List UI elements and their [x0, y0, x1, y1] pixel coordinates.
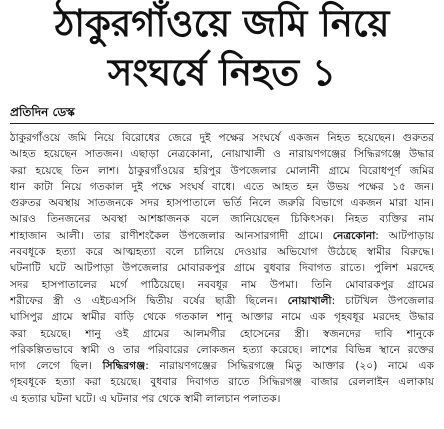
body-line: গৃহবধূকে হত্যা করা হয়েছে। বুধবার দিবাগত রাতে সিদ্ধিরগঞ্জ বাজার রেললাইন এলাকায়: [10, 376, 434, 389]
body-line: পরিকল্পিতভাবে স্বামী ও তার পরিবারের লোকজন হত্যা করেছে। লাশের বিভিন্ন স্থানে রক্তের: [10, 343, 434, 356]
body-line: ঘাসিপুর গ্রামে স্বামীর বাড়ি থেকে গতকাল শানু আক্তার নামে এক গৃহবধূর মরদেহ উদ্ধার: [10, 311, 434, 324]
headline-line-1: ঠাকুরগাঁওয়ে জমি নিয়ে: [54, 2, 390, 45]
body-line: ধান কাটা নিয়ে গতকাল দুই পক্ষে সংঘর্ষ বাধে। এতে আহত হন উভয় পক্ষের ১৫ জন।: [10, 180, 434, 193]
body-line: সদর হাসপাতালের মর্গে পাঠিয়েছে। নববধূর নাম উপমা। তিনি মোবারকপুর গ্রামের: [10, 278, 434, 291]
body-line: ঘটনাটি ঘটে আটপাড়া উপজেলার মোবারকপুর গ্রামে বুধবার দিবাগত রাতে। পুলিশ মরদেহ: [10, 262, 434, 275]
body-text-run: শরীফের স্ত্রী ও এইচএসসি দ্বিতীয় বর্ষের ছাত্রী ছিলেন।: [10, 294, 288, 307]
body-line: নববধূকে হত্যা করে আত্মহত্যা বলে চালিয়ে দেওয়ার অভিযোগ উঠেছে স্বামীর বিরুদ্ধে।: [10, 246, 434, 259]
body-line: আরও তিনজনের অবস্থা আশঙ্কাজনক বলে জানিয়েছেন চিকিৎসক। নিহত ব্যক্তির নাম: [10, 213, 434, 226]
headline-line-2: সংঘর্ষে নিহত ১: [107, 51, 337, 94]
body-line: গুরুতর অবস্থায় সাতজনকে সদর হাসপাতালে ভর্তি নিলে জরুরি বিভাগে একজন মারা যান।: [10, 197, 434, 210]
dateline-siddhirganj: সিদ্ধিরগঞ্জ: [102, 360, 146, 373]
article-body: [10, 130, 434, 407]
body-line: ঠাকুরগাঁওয়ে জমি নিয়ে বিরোধের জেরে দুই পক্ষের সংঘর্ষে একজন নিহত হয়েছেন। গুরুতর: [10, 132, 434, 144]
body-line: করা হয়েছে। শানু ওই গ্রামের আলমগীর হোসেনের স্ত্রী। স্বজনদের দাবি শানুকে: [10, 327, 434, 340]
body-text-run: : আটপাড়ায়: [375, 229, 434, 242]
body-line: [10, 358, 434, 374]
byline: প্রতিদিন ডেস্ক: [10, 105, 75, 119]
dateline-noakhali: নোয়াখালী: [287, 294, 332, 307]
body-line: করা হয়েছে তিন লাশ। ঠাকুরগাঁওয়ের হরিপুর উপজেলার মোলানী গ্রামে বিরোধপূর্ণ জমির: [10, 164, 434, 177]
body-line: আহত হয়েছেন সাতজন। এছাড়া নেত্রকোনা, নোয়াখালী ও নারায়ণগঞ্জের সিদ্ধিরগঞ্জে উদ্ধার: [10, 148, 434, 161]
body-text-run: শাহাজান আলী। তার রাণীশংকৈল উপজেলার আনসারগাদী গ্রামে।: [10, 229, 333, 242]
body-text-run: দাগ লেগে ছিল।: [10, 360, 103, 373]
byline-divider: [10, 123, 434, 124]
body-line: [10, 293, 434, 309]
dateline-netrokona: নেত্রকোনা: [332, 229, 376, 242]
body-line: [10, 228, 434, 244]
body-text-run: : নারায়ণগঞ্জের সিদ্ধিরগঞ্জে মিতু আক্তার (২০) নামে এক: [145, 360, 434, 373]
body-text-run: : চাটখিল উপজেলার: [331, 294, 434, 307]
body-line: এ হত্যার ঘটনা ঘটে। এ ঘটনার পর থেকে স্বামী লালচান পলাতক।: [10, 392, 281, 405]
